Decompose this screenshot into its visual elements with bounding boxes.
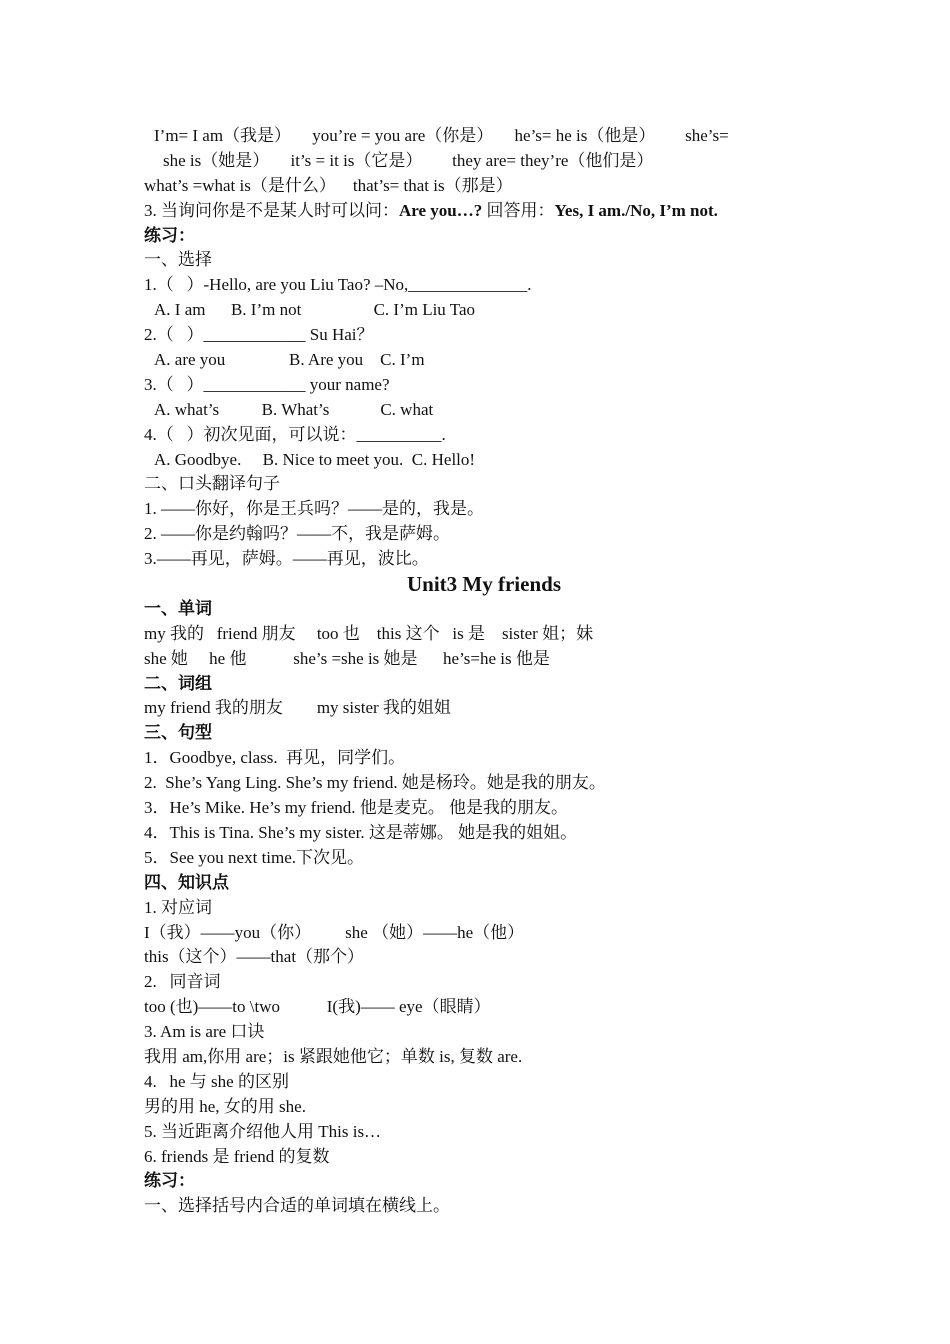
practice-heading: 练习： bbox=[144, 225, 195, 245]
knowledge-point-3 bbox=[144, 199, 824, 224]
translate-1: 1. ——你好，你是王兵吗？——是的，我是。 bbox=[144, 499, 484, 519]
sentence-5: 5．See you next time.下次见。 bbox=[144, 847, 365, 867]
translate-3: 3.——再见，萨姆。——再见，波比。 bbox=[144, 549, 429, 569]
contraction-line-2: she is（她是） it’s = it is（它是） they are= they’re（他们是） bbox=[163, 150, 654, 170]
kp-1-line-2: this（这个）——that（那个） bbox=[144, 947, 365, 967]
section-choose: 一、选择 bbox=[144, 250, 212, 270]
kp-3-title: 3. Am is are 口诀 bbox=[144, 1022, 265, 1042]
practice-heading-2: 练习： bbox=[144, 1171, 195, 1191]
question-4-options: A. Goodbye. B. Nice to meet you. C. Hello! bbox=[154, 449, 476, 469]
section-knowledge: 四、知识点 bbox=[144, 872, 229, 892]
sentence-3: 3．He’s Mike. He’s my friend. 他是麦克。 他是我的朋友。 bbox=[144, 798, 569, 818]
kp-2-line: too (也)——to \two I(我)—— eye（眼睛） bbox=[144, 997, 491, 1017]
section-sentences: 三、句型 bbox=[144, 723, 212, 743]
kp-3-line: 我用 am,你用 are；is 紧跟她他它；单数 is, 复数 are. bbox=[144, 1046, 523, 1066]
unit-title: Unit3 My friends bbox=[407, 572, 561, 597]
kp-5: 5. 当近距离介绍他人用 This is… bbox=[144, 1121, 382, 1141]
sentence-4: 4．This is Tina. She’s my sister. 这是蒂娜。 她是我的姐姐。 bbox=[144, 822, 578, 842]
question-2-options: A. are you B. Are you C. I’m bbox=[154, 350, 425, 370]
sentence-1: 1．Goodbye, class. 再见，同学们。 bbox=[144, 748, 406, 768]
knowledge-point-3-part-1: Are you…? bbox=[399, 200, 483, 220]
knowledge-point-3-part-2: 回答用： bbox=[482, 200, 555, 220]
knowledge-point-3-part-3: Yes, I am./No, I’m not. bbox=[554, 200, 718, 220]
question-1-options: A. I am B. I’m not C. I’m Liu Tao bbox=[154, 300, 475, 320]
contraction-line-1: I’m= I am（我是） you’re = you are（你是） he’s= he is（他是） she’s= bbox=[154, 126, 729, 145]
contraction-line-3: what’s =what is（是什么） that’s= that is（那是） bbox=[144, 175, 513, 195]
section-words: 一、单词 bbox=[144, 598, 212, 618]
question-3: 3.（ ）____________ your name? bbox=[144, 374, 390, 394]
kp-6: 6. friends 是 friend 的复数 bbox=[144, 1146, 330, 1166]
section-phrases: 二、词组 bbox=[144, 673, 212, 693]
question-4: 4.（ ）初次见面，可以说：__________. bbox=[144, 424, 446, 444]
question-2: 2.（ ）____________ Su Hai？ bbox=[144, 325, 374, 345]
question-3-options: A. what’s B. What’s C. what bbox=[154, 399, 434, 419]
kp-1-title: 1. 对应词 bbox=[144, 897, 212, 917]
phrases-line: my friend 我的朋友 my sister 我的姐姐 bbox=[144, 698, 451, 718]
translate-2: 2. ——你是约翰吗？——不，我是萨姆。 bbox=[144, 524, 450, 544]
practice-2-instruction: 一、选择括号内合适的单词填在横线上。 bbox=[144, 1196, 450, 1216]
section-translate: 二、口头翻译句子 bbox=[144, 474, 280, 494]
kp-4-title: 4. he 与 she 的区别 bbox=[144, 1071, 289, 1091]
knowledge-point-3-part-0: 3. 当询问你是不是某人时可以问： bbox=[144, 200, 399, 220]
kp-1-line-1: I（我）——you（你） she （她）——he（他） bbox=[144, 922, 525, 942]
sentence-2: 2. She’s Yang Ling. She’s my friend. 她是杨玲。她是我的朋友。 bbox=[144, 773, 606, 793]
kp-2-title: 2. 同音词 bbox=[144, 972, 221, 992]
kp-4-line: 男的用 he, 女的用 she. bbox=[144, 1096, 306, 1116]
words-line-1: my 我的 friend 朋友 too 也 this 这个 is 是 sister 姐；妹 bbox=[144, 623, 594, 643]
words-line-2: she 她 he 他 she’s =she is 她是 he’s=he is 他是 bbox=[144, 648, 550, 668]
question-1: 1.（ ）-Hello, are you Liu Tao? –No,______________. bbox=[144, 275, 532, 295]
document-body bbox=[144, 124, 824, 1219]
